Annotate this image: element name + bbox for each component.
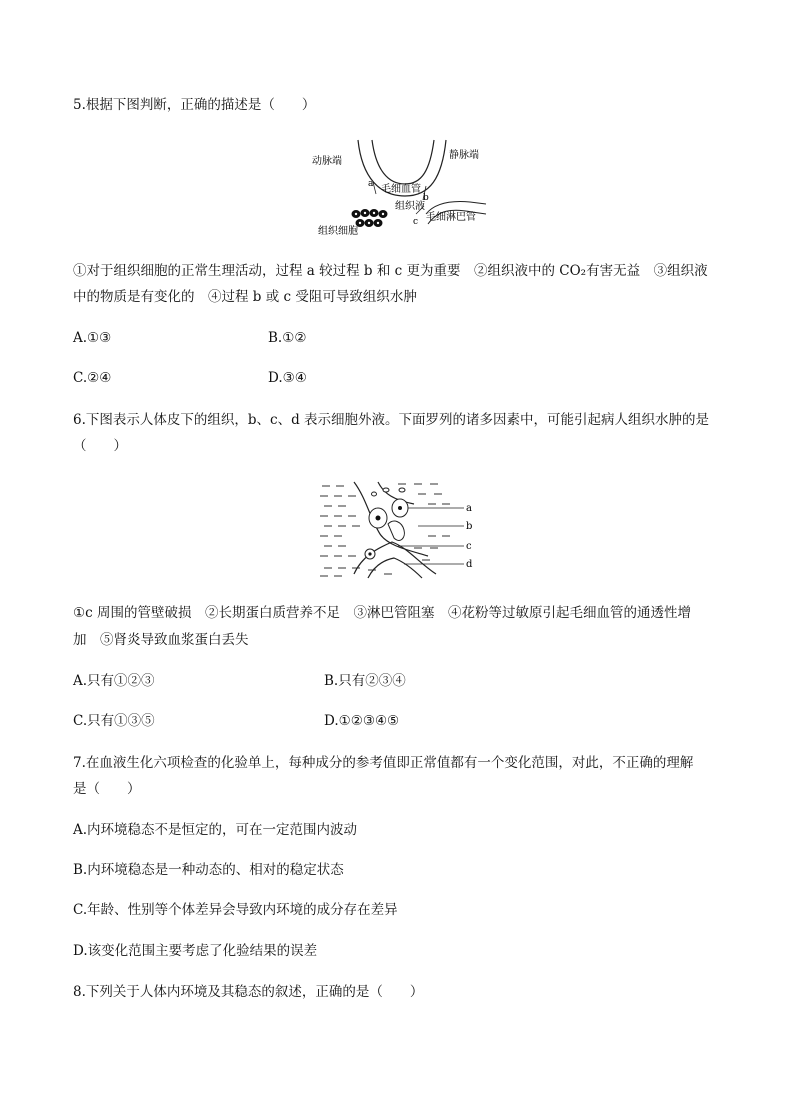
label-tissue-fluid: 组织液 <box>395 201 425 212</box>
q5-option-c[interactable]: C.②④ <box>73 370 112 386</box>
q6-statements-line1: ①c 周围的管壁破损 ②长期蛋白质营养不足 ③淋巴管阻塞 ④花粉等过敏原引起毛细血管的通透性增 <box>73 605 691 621</box>
label-b: b <box>423 193 429 203</box>
label-b: b <box>466 521 473 532</box>
q6-tissue-diagram <box>318 478 478 580</box>
q7-option-b[interactable]: B.内环境稳态是一种动态的、相对的稳定状态 <box>73 862 344 878</box>
q6-option-c[interactable]: C.只有①③⑤ <box>73 713 155 729</box>
label-vein-end: 静脉端 <box>449 150 479 161</box>
q5-option-a[interactable]: A.①③ <box>73 330 112 346</box>
q6-stem-line2: （ ） <box>73 438 127 454</box>
q5-stem: 5.根据下图判断，正确的描述是（ ） <box>73 97 316 113</box>
label-c: c <box>466 541 472 552</box>
q5-capillary-diagram <box>310 138 500 238</box>
label-c: c <box>413 217 419 227</box>
q5-statements-line2: 中的物质是有变化的 ④过程 b 或 c 受阻可导致组织水肿 <box>73 289 417 305</box>
q5-statements-line1: ①对于组织细胞的正常生理活动，过程 a 较过程 b 和 c 更为重要 ②组织液中的 CO₂有害无益 ③组织液 <box>73 263 708 279</box>
q7-option-d[interactable]: D.该变化范围主要考虑了化验结果的误差 <box>73 943 318 959</box>
q6-option-b[interactable]: B.只有②③④ <box>324 673 406 689</box>
label-capillary: 毛细血管 <box>381 184 421 195</box>
label-tissue-cell: 组织细胞 <box>318 226 358 237</box>
q7-option-c[interactable]: C.年龄、性别等个体差异会导致内环境的成分存在差异 <box>73 902 398 918</box>
label-lymph-capillary: 毛细淋巴管 <box>426 212 476 223</box>
label-a: a <box>368 179 374 189</box>
q7-stem-line1: 7.在血液生化六项检查的化验单上，每种成分的参考值即正常值都有一个变化范围，对此，不正确的理解 <box>73 755 694 771</box>
label-a: a <box>466 503 472 514</box>
q5-option-d[interactable]: D.③④ <box>268 370 307 386</box>
q6-statements-line2: 加 ⑤肾炎导致血浆蛋白丢失 <box>73 632 249 648</box>
label-d: d <box>466 559 473 570</box>
q6-stem-line1: 6.下图表示人体皮下的组织，b、c、d 表示细胞外液。下面罗列的诸多因素中，可能引起病人组织水肿的是 <box>73 412 710 428</box>
q5-option-b[interactable]: B.①② <box>268 330 307 346</box>
q6-option-d[interactable]: D.①②③④⑤ <box>324 713 400 729</box>
q8-stem: 8.下列关于人体内环境及其稳态的叙述，正确的是（ ） <box>73 984 424 1000</box>
q6-option-a[interactable]: A.只有①②③ <box>73 673 155 689</box>
q7-stem-line2: 是（ ） <box>73 781 141 797</box>
q7-option-a[interactable]: A.内环境稳态不是恒定的，可在一定范围内波动 <box>73 822 358 838</box>
label-artery-end: 动脉端 <box>312 156 342 167</box>
